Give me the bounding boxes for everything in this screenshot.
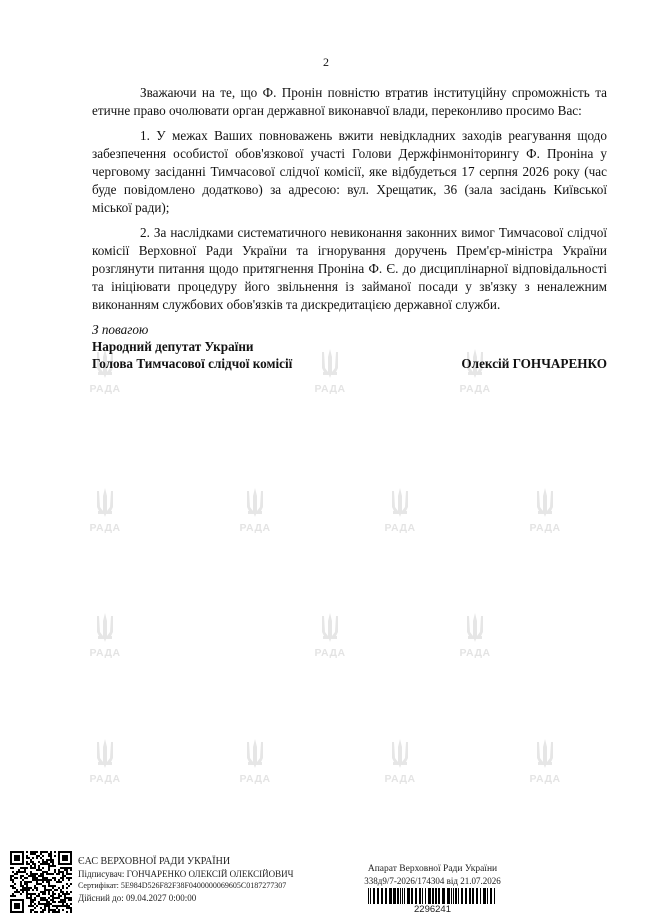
watermark [522,738,568,785]
e-signature-info [78,855,348,904]
signer-title-line1: Народний депутат України [92,339,254,354]
registration-stamp [355,863,510,915]
trident-icon [522,487,568,521]
barcode-number: 2296241 [414,904,451,915]
closing-greeting: З повагою [92,322,149,337]
watermark [82,612,128,659]
page-number: 2 [323,55,329,69]
qr-code-icon [10,851,72,913]
e-signature-system: ЄАС ВЕРХОВНОЇ РАДИ УКРАЇНИ [78,856,231,867]
watermark [232,487,278,534]
watermark-text: РАДА [459,383,491,395]
watermark [377,738,423,785]
trident-icon [307,612,353,646]
trident-icon [82,487,128,521]
watermark-text: РАДА [384,773,416,785]
watermark-text: РАДА [89,383,121,395]
registration-number: 338д9/7-2026/174304 від 21.07.2026 [364,876,501,886]
paragraph-intro: Зважаючи на те, що Ф. Пронін повністю втратив інституційну спроможність та етичне право очолювати орган державної виконавчої влади, переконливо просимо Вас: [92,85,607,118]
e-signature-valid-until: Дійсний до: 09.04.2027 0:00:00 [78,893,197,903]
watermark-text: РАДА [529,522,561,534]
barcode-icon [368,888,498,904]
signer-title-line2: Голова Тимчасової слідчої комісії [92,356,293,371]
paragraph-request-1: 1. У межах Ваших повноважень вжити невідкладних заходів реагування щодо забезпечення особистої обов'язкової участі Голови Держфінмоніторингу Ф. Проніна у черговому засіданні Тимчасової слідчої комісії, яке відбудеться 17 серпня 2026 року (час буде повідомлено додатково) за адресою: вул. Хрещатик, 36 (зала засідань Київської міської ради); [92,128,607,215]
paragraph-request-2: 2. За наслідками систематичного невиконання законних вимог Тимчасової слідчої комісії Верховної Ради України та ігнорування доручень Прем'єр-міністра України розглянути питання щодо притягнення Проніна Ф. Є. до дисциплінарної відповідальності та ініціювати процедуру його звільнення із займаної посади у зв'язку з неналежним виконанням службових обов'язків та дискредитацією державної служби. [92,225,607,312]
watermark [307,612,353,659]
watermark [232,738,278,785]
trident-icon [377,738,423,772]
watermark [82,738,128,785]
signer-name: Олексій ГОНЧАРЕНКО [461,356,607,371]
watermark-text: РАДА [89,647,121,659]
trident-icon [452,612,498,646]
e-signature-signer: Підписувач: ГОНЧАРЕНКО ОЛЕКСІЙ ОЛЕКСІЙОВИЧ [78,869,294,879]
watermark-text: РАДА [239,522,271,534]
e-signature-certificate: Сертифікат: 5E984D526F82F38F0400000069605C0187277307 [78,881,287,890]
letter-body [92,84,607,321]
watermark [377,487,423,534]
trident-icon [377,487,423,521]
watermark [522,487,568,534]
watermark-text: РАДА [239,773,271,785]
signature-block [92,321,607,372]
watermark [452,612,498,659]
trident-icon [232,487,278,521]
watermark-text: РАДА [314,383,346,395]
trident-icon [82,738,128,772]
watermark-text: РАДА [384,522,416,534]
watermark-text: РАДА [529,773,561,785]
trident-icon [82,612,128,646]
trident-icon [522,738,568,772]
watermark-text: РАДА [459,647,491,659]
watermark-text: РАДА [314,647,346,659]
watermark [82,487,128,534]
watermark-text: РАДА [89,522,121,534]
trident-icon [232,738,278,772]
watermark-text: РАДА [89,773,121,785]
registration-organization: Апарат Верховної Ради України [367,864,498,874]
